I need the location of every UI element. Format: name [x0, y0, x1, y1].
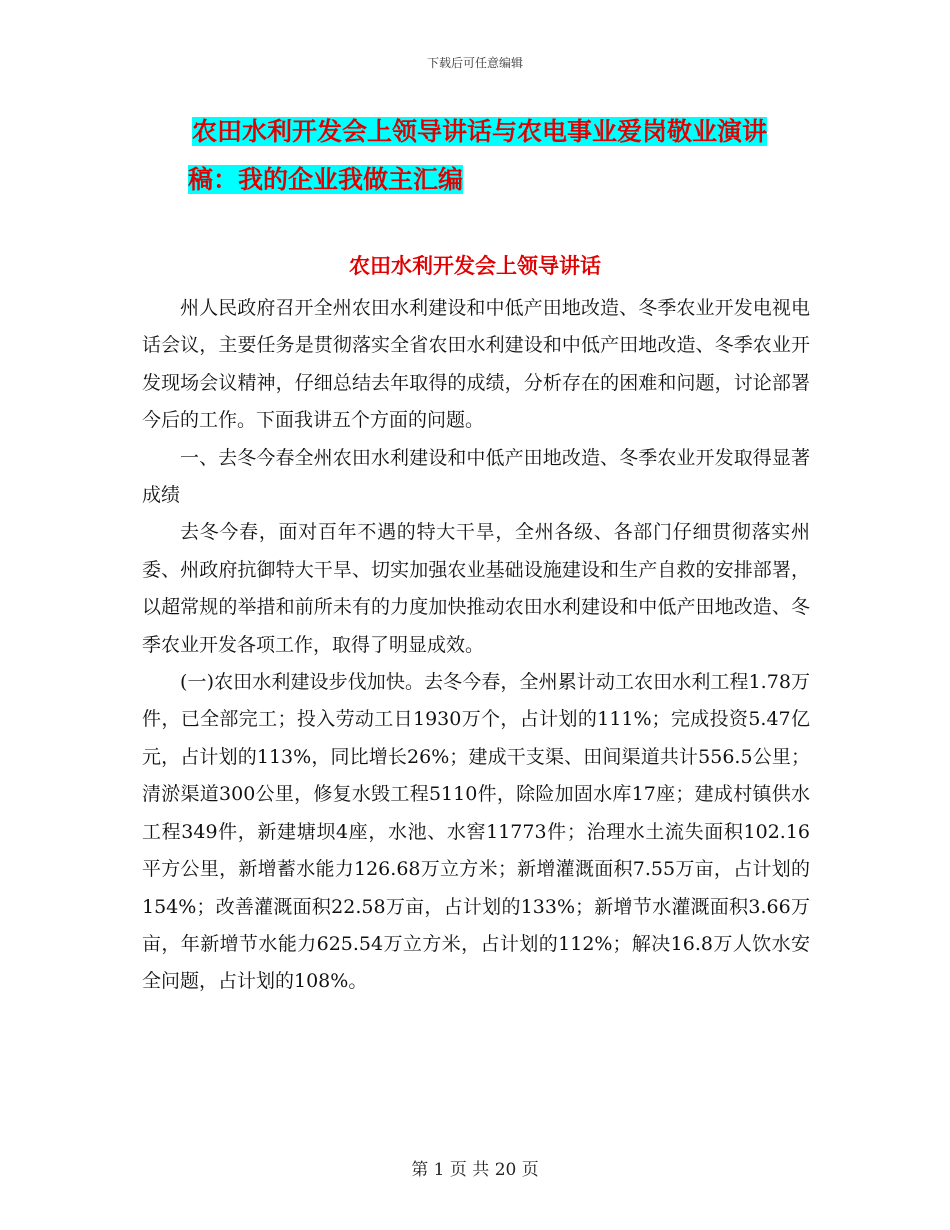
- paragraph-heading-one: 一、去冬今春全州农田水利建设和中低产田地改造、冬季农业开发取得显著成绩: [142, 446, 810, 507]
- title-line-2-text: 稿：我的企业我做主汇编: [188, 165, 464, 194]
- header-note: 下载后可任意编辑: [426, 56, 523, 70]
- paragraph-water-conservancy: (一)农田水利建设步伐加快。去冬今春，全州累计动工农田水利工程1.78万件，已全部完工；投入劳动工日1930万个，占计划的111%；完成投资5.47亿元，占计划的113%，同比增长26%；建成干支渠、田间渠道共计556.5公里；清淤渠道300公里，修复水毁工程5110件，除险加固水库17座；建成村镇供水工程349件，新建塘坝4座，水池、水窖11773件；治理水土流失面积102.16平方公里，新增蓄水能力126.68万立方米；新增灌溉面积7.55万亩，占计划的154%；改善灌溉面积22.58万亩，占计划的133%；新增节水灌溉面积3.66万亩，年新增节水能力625.54万立方米，占计划的112%；解决16.8万人饮水安全问题，占计划的108%。: [142, 671, 810, 993]
- title-line-1-text: 农田水利开发会上领导讲话与农电事业爱岗敬业演讲: [192, 117, 768, 146]
- title-line-2: [140, 156, 820, 204]
- section-heading: 农田水利开发会上领导讲话: [349, 254, 601, 278]
- document-title: [140, 108, 820, 204]
- body-text: [142, 290, 810, 1001]
- paragraph-achievements: 去冬今春，面对百年不遇的特大干旱，全州各级、各部门仔细贯彻落实州委、州政府抗御特大干旱、切实加强农业基础设施建设和生产自救的安排部署，以超常规的举措和前所未有的力度加快推动农田水利建设和中低产田地改造、冬季农业开发各项工作，取得了明显成效。: [142, 521, 810, 656]
- paragraph-intro: 州人民政府召开全州农田水利建设和中低产田地改造、冬季农业开发电视电话会议，主要任务是贯彻落实全省农田水利建设和中低产田地改造、冬季农业开发现场会议精神，仔细总结去年取得的成绩，分析存在的困难和问题，讨论部署今后的工作。下面我讲五个方面的问题。: [142, 297, 810, 432]
- page-footer: 第 1 页 共 20 页: [411, 1160, 539, 1180]
- title-line-1: [140, 108, 820, 156]
